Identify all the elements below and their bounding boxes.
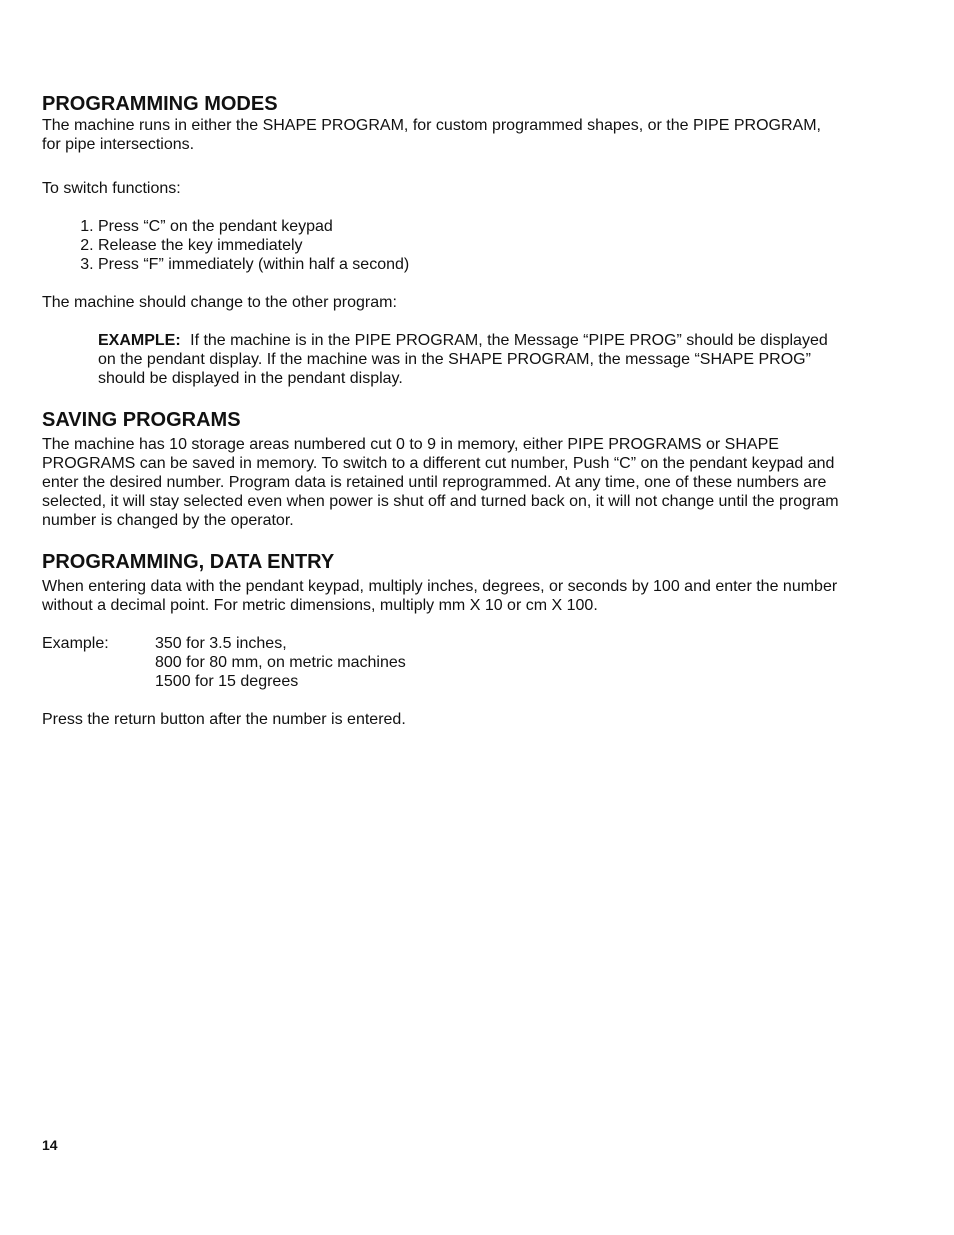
list-item: 2. Release the key immediately: [98, 236, 842, 255]
list-item: 1. Press “C” on the pendant keypad: [98, 217, 842, 236]
document-page: [42, 92, 842, 729]
switch-steps-list: [42, 217, 842, 274]
programming-modes-intro: The machine runs in either the SHAPE PROGRAM, for custom programmed shapes, or the PIPE PROGRAM, for pipe intersections.: [42, 117, 821, 153]
data-entry-footer: Press the return button after the number is entered.: [42, 711, 406, 728]
heading-programming-modes: PROGRAMMING MODES: [42, 93, 278, 115]
page-number: 14: [42, 1137, 58, 1153]
list-item: 3. Press “F” immediately (within half a second): [98, 255, 842, 274]
data-entry-example-label: Example:: [42, 635, 109, 652]
list-item: 800 for 80 mm, on metric machines: [155, 654, 406, 671]
result-text: The machine should change to the other program:: [42, 294, 397, 311]
saving-programs-body: The machine has 10 storage areas numbered cut 0 to 9 in memory, either PIPE PROGRAMS or SHAPE PROGRAMS can be saved in memory. To switch to a different cut number, Push “C” on the pendant keypad and enter the desired number. Program data is retained until reprogrammed. At any time, one of these numbers are selected, it will stay selected even when power is shut off and turned back on, it will not change until the program number is changed by the operator.: [42, 436, 839, 529]
heading-saving-programs: SAVING PROGRAMS: [42, 409, 241, 431]
list-item: 350 for 3.5 inches,: [155, 635, 287, 652]
list-item: 1500 for 15 degrees: [155, 673, 299, 690]
example-text: If the machine is in the PIPE PROGRAM, the Message “PIPE PROG” should be displayed on the pendant display. If the machine was in the SHAPE PROGRAM, the message “SHAPE PROG” should be displayed in the pendant display.: [98, 332, 828, 387]
programming-example: [98, 331, 842, 388]
data-entry-examples: [42, 634, 842, 691]
heading-data-entry: PROGRAMMING, DATA ENTRY: [42, 551, 335, 573]
example-label: EXAMPLE:: [98, 332, 181, 349]
data-entry-body: When entering data with the pendant keypad, multiply inches, degrees, or seconds by 100 and enter the number without a decimal point. For metric dimensions, multiply mm X 10 or cm X 100.: [42, 578, 838, 614]
switch-functions-text: To switch functions:: [42, 180, 181, 197]
